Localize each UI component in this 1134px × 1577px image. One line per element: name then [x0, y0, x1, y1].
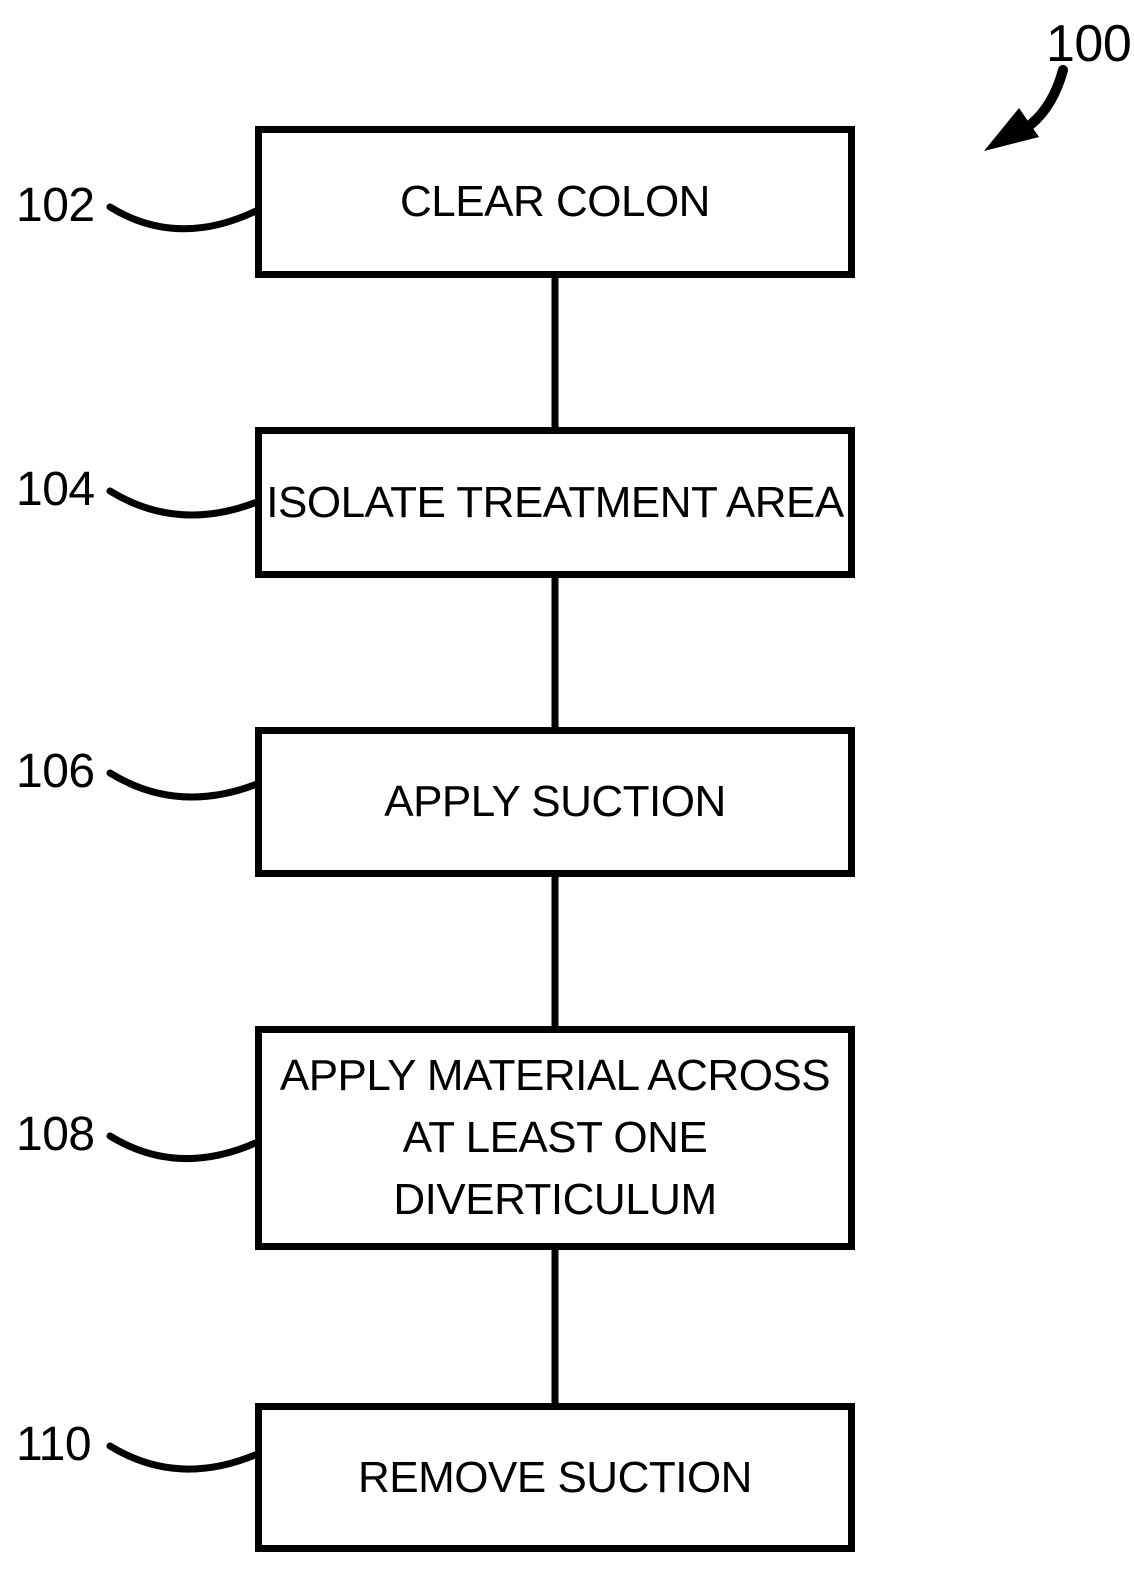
ref-number-104: 104 — [16, 463, 95, 516]
step-label — [358, 1447, 752, 1509]
ref-number-108: 108 — [16, 1108, 95, 1161]
reference-arrow-icon — [984, 70, 1063, 151]
step-box-clear-colon — [255, 126, 855, 278]
step-label-line: ISOLATE TREATMENT AREA — [266, 477, 844, 527]
step-box-remove-suction — [255, 1403, 855, 1552]
leader-curve-108 — [110, 1136, 262, 1159]
ref-number-102: 102 — [16, 179, 95, 232]
step-label-line: CLEAR COLON — [400, 177, 710, 226]
leader-curve-110 — [110, 1446, 262, 1469]
step-label — [280, 1045, 830, 1231]
leader-curve-104 — [110, 491, 262, 515]
leader-curve-106 — [110, 773, 262, 797]
step-label-line: AT LEAST ONE — [402, 1113, 708, 1162]
step-label — [384, 771, 726, 833]
ref-number-106: 106 — [16, 745, 95, 798]
step-label-line: APPLY MATERIAL ACROSS — [279, 1051, 831, 1100]
step-label — [266, 472, 843, 534]
ref-number-110: 110 — [16, 1418, 92, 1471]
step-label-line: APPLY SUCTION — [384, 777, 726, 826]
step-label — [400, 171, 710, 233]
step-label-line: DIVERTICULUM — [393, 1175, 717, 1224]
step-box-apply-suction — [255, 727, 855, 877]
figure-reference-label: 100 — [1046, 15, 1132, 73]
leader-curve-102 — [110, 207, 262, 229]
step-box-isolate-treatment-area — [255, 427, 855, 578]
step-box-apply-material — [255, 1026, 855, 1250]
step-label-line: REMOVE SUCTION — [358, 1452, 752, 1502]
